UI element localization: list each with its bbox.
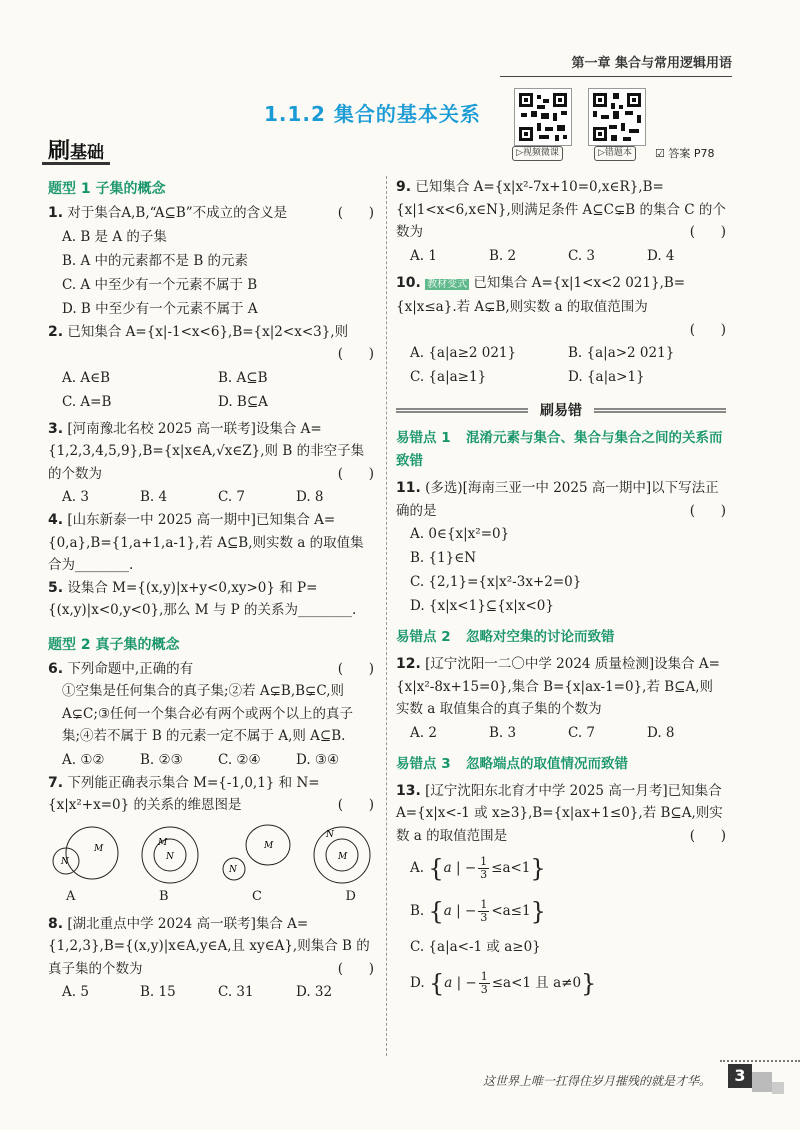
qr-wrong-book-label: ▷错题本: [594, 146, 636, 161]
option[interactable]: B. ②③: [140, 751, 183, 768]
venn-label-n: N: [61, 856, 69, 867]
venn-label-m: M: [338, 851, 348, 862]
option[interactable]: D. B 中至少有一个元素不属于 A: [62, 300, 258, 317]
mistake-point-2: 易错点 2 忽略对空集的讨论而致错: [396, 629, 615, 645]
fraction: $\frac{1}{3}$: [480, 855, 488, 881]
question-5: 5. 设集合 M={(x,y)|x+y<0,xy>0} 和 P={(x,y)|x<0,y<0},那么 M 与 P 的关系为________.: [48, 579, 357, 618]
options-row: [48, 980, 374, 1004]
option[interactable]: A: [66, 888, 76, 904]
page-number: 3: [728, 1064, 752, 1088]
left-brace: {: [428, 897, 444, 925]
option[interactable]: A. 5: [62, 984, 89, 1000]
option[interactable]: D. 8: [647, 724, 675, 741]
options-row: [396, 244, 726, 268]
topic-heading-1: 题型 1 子集的概念: [48, 181, 166, 197]
question-1: 1. 对于集合A,B,“A⊆B”不成立的含义是 ( ): [48, 202, 374, 225]
option[interactable]: B. {1}∈N: [410, 550, 477, 566]
option[interactable]: C. 7: [218, 489, 246, 505]
brush-logo-char: 刷: [48, 139, 71, 164]
answer-blank[interactable]: ( ): [337, 960, 374, 977]
venn-label-n: N: [229, 864, 237, 875]
answer-blank[interactable]: ( ): [337, 465, 374, 482]
question-9: 9. 已知集合 A={x|x²-7x+10=0,x∈R},B={x|1<x<6,x∈N},则满足条件 A⊆C⊊B 的集合 C 的个数为 ( ): [396, 176, 726, 244]
answer-blank[interactable]: ( ): [337, 660, 374, 677]
answer-blank[interactable]: ( ): [689, 224, 726, 240]
answer-blank[interactable]: ( ): [337, 205, 374, 221]
venn-label-n: N: [166, 851, 174, 862]
options-row: [396, 365, 726, 389]
option[interactable]: C. {2,1}={x|x²-3x+2=0}: [410, 574, 582, 590]
option[interactable]: B. A 中的元素都不是 B 的元素: [62, 252, 249, 269]
venn-label-m: M: [158, 837, 168, 848]
option[interactable]: A. 0∈{x|x²=0}: [410, 526, 510, 542]
option[interactable]: D. ③④: [296, 751, 340, 768]
question-3: 3. [河南豫北名校 2025 高一联考]设集合 A={1,2,3,4,5,9},B={x|x∈A,√x∈Z},则 B 的非空子集的个数为 ( ): [48, 418, 374, 486]
option[interactable]: D. B⊆A: [218, 393, 268, 410]
option[interactable]: C. {a|a≥1}: [410, 369, 487, 385]
brush-basic-logo: [42, 134, 110, 165]
question-12: 12. [辽宁沈阳一二〇中学 2024 质量检测]设集合 A={x|x²-8x+15=0},集合 B={x|ax-1=0},若 B⊆A,则实数 a 取值集合的真子集的个数为: [396, 656, 720, 717]
venn-label-m: M: [94, 843, 104, 854]
fraction: $\frac{1}{3}$: [480, 897, 488, 924]
decor-block: [752, 1072, 772, 1092]
left-column: [48, 176, 374, 1004]
options-row: [48, 390, 374, 414]
footer-quote: 这世界上唯一扛得住岁月摧残的就是才华。: [483, 1074, 712, 1088]
qr-code-wrong-book[interactable]: [588, 88, 646, 146]
venn-diagram-c[interactable]: [220, 823, 292, 887]
option[interactable]: A. 3: [62, 489, 89, 505]
brush-logo-label: 基础: [70, 143, 105, 163]
topic-heading-2: 题型 2 真子集的概念: [48, 636, 180, 653]
option[interactable]: B. A⊆B: [218, 369, 268, 386]
rule-line: [396, 408, 528, 413]
option[interactable]: B. {a | − $\frac{1}{3}$ <a≤1}: [410, 897, 546, 925]
question-7: 7. 下列能正确表示集合 M={-1,0,1} 和 N={x|x²+x=0} 的关系的维恩图是 ( ): [48, 772, 374, 817]
option[interactable]: C. 3: [568, 247, 596, 264]
option[interactable]: A. {a | − $\frac{1}{3}$ ≤a<1}: [410, 854, 546, 883]
left-brace: {: [428, 854, 444, 883]
question-4: 4. [山东新泰一中 2025 高一期中]已知集合 A={0,a},B={1,a+1,a-1},若 A⊆B,则实数 a 的取值集合为________.: [48, 512, 364, 573]
option[interactable]: C. 31: [218, 984, 254, 1000]
rule-line: [594, 408, 726, 413]
qr-video-label: ▷视频微课: [512, 146, 563, 161]
mistake-point-3: 易错点 3 忽略端点的取值情况而致错: [396, 755, 628, 772]
option[interactable]: A. ①②: [62, 751, 105, 768]
options-row: [48, 366, 374, 390]
venn-diagram-b[interactable]: [138, 823, 202, 887]
textbook-variant-tag: 教材变式: [427, 278, 468, 290]
decor-block: [772, 1082, 784, 1094]
options-row: [48, 485, 374, 509]
venn-option-labels: [48, 887, 374, 907]
question-10: 10. 教材变式 已知集合 A={x|1<x<2 021},B={x|x≤a}.若 A⊊B,则实数 a 的取值范围为 ( ): [396, 272, 726, 342]
question-6-body: ①空集是任何集合的真子集;②若 A⊊B,B⊊C,则 A⊊C;③任何一个集合必有两个或两个以上的真子集;④若不属于 B 的元素一定不属于 A,则 A⊆B.: [62, 683, 354, 744]
option[interactable]: B. 3: [489, 724, 517, 741]
option[interactable]: C. ②④: [218, 751, 261, 768]
answer-blank[interactable]: ( ): [689, 502, 726, 519]
right-brace: }: [530, 897, 546, 925]
option[interactable]: D. {a|a>1}: [568, 369, 645, 385]
option[interactable]: C. A 中至少有一个元素不属于 B: [62, 276, 258, 293]
question-6: 6. 下列命题中,正确的有 ( ): [48, 658, 374, 681]
option[interactable]: A. 1: [410, 247, 437, 264]
left-brace: {: [428, 969, 445, 998]
option[interactable]: D. {a | − $\frac{1}{3}$ ≤a<1 且 a≠0}: [410, 969, 597, 998]
section-title: 1.1.2 集合的基本关系: [264, 102, 481, 126]
option[interactable]: A. A∈B: [62, 369, 110, 386]
option[interactable]: B. {a|a>2 021}: [568, 345, 675, 361]
question-8: 8. [湖北重点中学 2024 高一联考]集合 A={1,2,3},B={(x,y)|x∈A,y∈A,且 xy∈A},则集合 B 的真子集的个数为 ( ): [48, 913, 374, 981]
mistake-point-1: 易错点 1 混淆元素与集合、集合与集合之间的关系而致错: [396, 430, 723, 469]
section-rule-mistakes: 刷易错: [396, 399, 726, 421]
options-row: [396, 341, 726, 365]
option[interactable]: A. B 是 A 的子集: [62, 228, 167, 245]
option[interactable]: C. {a|a<-1 或 a≥0}: [410, 939, 541, 955]
options-row: [48, 748, 374, 772]
chapter-header: 第一章 集合与常用逻辑用语: [500, 52, 732, 77]
option[interactable]: D: [345, 888, 356, 904]
venn-label-n: N: [326, 829, 334, 840]
answer-blank[interactable]: ( ): [337, 346, 374, 362]
qr-code-video[interactable]: [514, 88, 572, 146]
option[interactable]: B. 2: [489, 247, 517, 264]
answer-reference[interactable]: ☑ 答案 P78: [655, 147, 715, 160]
checkbox-icon: ☑: [655, 147, 665, 160]
answer-blank[interactable]: ( ): [689, 827, 726, 844]
venn-diagram-d[interactable]: [310, 823, 374, 887]
option[interactable]: D. 8: [296, 489, 324, 505]
option[interactable]: C. A=B: [62, 393, 112, 410]
venn-diagram-a[interactable]: [48, 823, 120, 887]
option[interactable]: C: [252, 888, 262, 904]
option[interactable]: A. {a|a≥2 021}: [410, 345, 517, 361]
right-brace: }: [530, 854, 546, 883]
option[interactable]: D. 32: [296, 984, 333, 1000]
column-divider: [386, 176, 387, 1056]
option[interactable]: D. {x|x<1}⊆{x|x<0}: [410, 598, 554, 614]
venn-label-m: M: [264, 840, 274, 851]
question-11: 11. (多选)[海南三亚一中 2025 高一期中]以下写法正确的是 ( ): [396, 477, 726, 522]
option[interactable]: B. 4: [140, 489, 168, 505]
option[interactable]: D. 4: [647, 247, 675, 264]
venn-diagrams: [48, 823, 374, 887]
option[interactable]: B. 15: [140, 984, 176, 1000]
option[interactable]: B: [158, 888, 169, 904]
options-row: [396, 721, 726, 745]
option[interactable]: A. 2: [410, 724, 437, 741]
answer-blank[interactable]: ( ): [689, 321, 726, 338]
question-2: 2. 已知集合 A={x|-1<x<6},B={x|2<x<3},则 ( ): [48, 321, 374, 366]
right-brace: }: [581, 969, 597, 998]
question-13: 13. [辽宁沈阳东北育才中学 2025 高一月考]已知集合 A={x|x<-1 或 x≥3},B={x|ax+1≤0},若 B⊆A,则实数 a 的取值范围是 ( ): [396, 780, 726, 848]
answer-blank[interactable]: ( ): [337, 797, 374, 813]
fraction: $\frac{1}{3}$: [480, 970, 488, 996]
option[interactable]: C. 7: [568, 724, 596, 741]
right-column: [396, 176, 726, 1005]
